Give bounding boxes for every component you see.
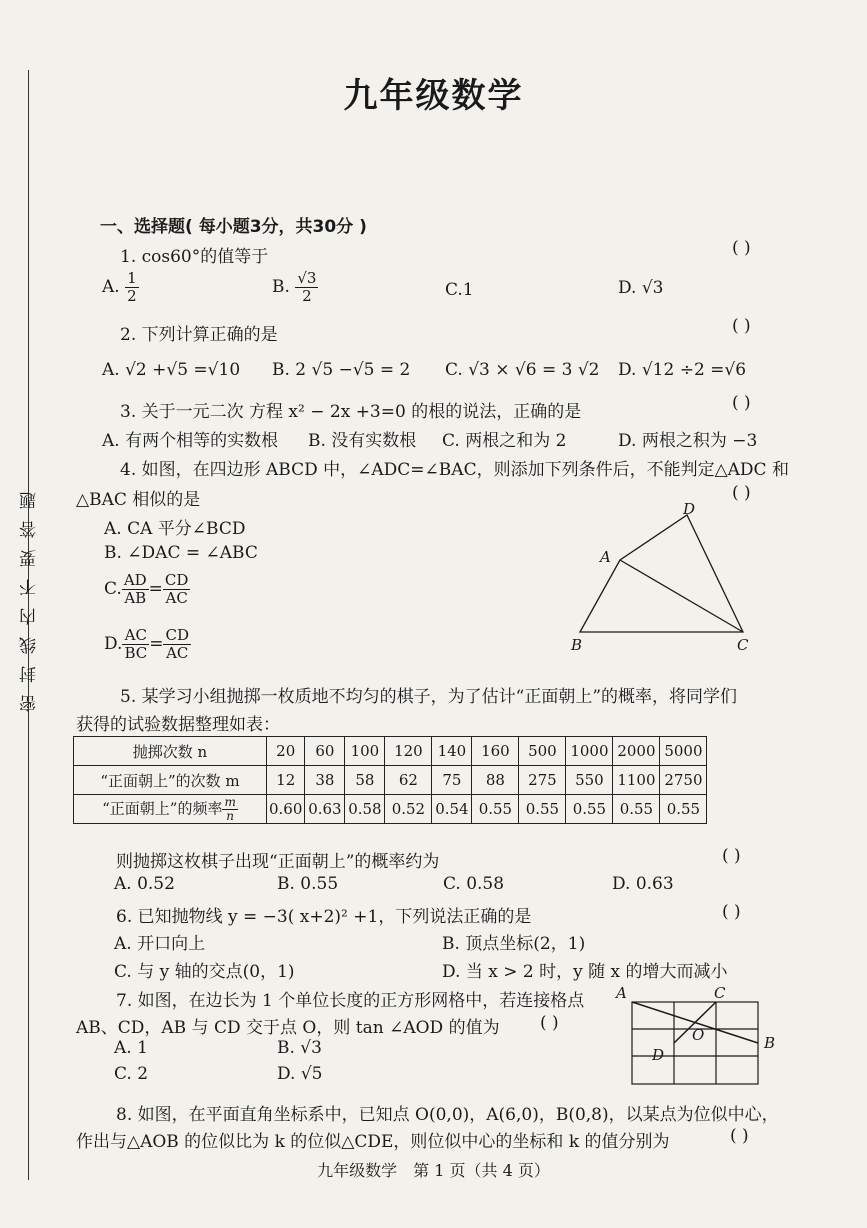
q5-stem-line3: 则抛掷这枚棋子出现“正面朝上”的概率约为 (116, 852, 440, 872)
margin-seal-text: 密封线内不要答题 (20, 480, 40, 712)
table-row: “正面朝上”的次数 m 12 38 58 62 75 88 275 550 1100 2750 (74, 766, 707, 795)
q6-stem: 6. 已知抛物线 y = −3( x+2)² +1，下列说法正确的是 (116, 907, 532, 927)
q7-label-o: O (692, 1026, 705, 1044)
q8-answer-paren: ( ) (730, 1126, 749, 1146)
q5-data-table (73, 736, 707, 824)
q8-stem-line1: 8. 如图，在平面直角坐标系中，已知点 O(0,0)，A(6,0)，B(0,8)，以某点为位似中心， (116, 1105, 779, 1125)
q7-option-b: B. √3 (277, 1038, 322, 1058)
table-row: 抛掷次数 n 20 60 100 120 140 160 500 1000 2000 5000 (74, 737, 707, 766)
row-header-frequency: “正面朝上”的频率 $\frac{m}{n}$ (74, 795, 267, 824)
q1-option-b: B. $\frac{√3}{2}$ (272, 269, 317, 305)
q4-option-c: C. $\frac{AD}{AB}$ = $\frac{CD}{AC}$ (104, 571, 189, 607)
q7-stem-line1: 7. 如图，在边长为 1 个单位长度的正方形网格中，若连接格点 (116, 991, 585, 1011)
q4-stem-line2: △BAC 相似的是 (76, 490, 201, 510)
row-header-n: 抛掷次数 n (74, 737, 267, 766)
q4-label-d: D (683, 500, 696, 518)
q7-option-d: D. √5 (277, 1064, 323, 1084)
q3-answer-paren: ( ) (732, 393, 751, 413)
q1-stem: 1. cos60°的值等于 (120, 247, 269, 267)
section-heading: 一、选择题( 每小题3分，共30分 ) (100, 217, 367, 237)
q4-label-a: A (600, 548, 611, 566)
q5-stem-line1: 5. 某学习小组抛掷一枚质地不均匀的棋子，为了估计“正面朝上”的概率，将同学们 (120, 687, 738, 707)
q2-option-c: C. √3 × √6 = 3 √2 (445, 360, 600, 380)
q1-answer-paren: ( ) (732, 238, 751, 258)
q4-label-c: C (737, 636, 749, 654)
q2-option-b: B. 2 √5 −√5 = 2 (272, 360, 411, 380)
q2-stem: 2. 下列计算正确的是 (120, 325, 278, 345)
q1-option-c: C.1 (445, 280, 474, 300)
q6-option-a: A. 开口向上 (114, 934, 206, 954)
q7-option-c: C. 2 (114, 1064, 149, 1084)
q6-option-d: D. 当 x > 2 时，y 随 x 的增大而减小 (442, 962, 728, 982)
q8-stem-line2: 作出与△AOB 的位似比为 k 的位似△CDE，则位似中心的坐标和 k 的值分别为 (76, 1132, 670, 1152)
q7-option-a: A. 1 (114, 1038, 148, 1058)
q3-option-c: C. 两根之和为 2 (442, 431, 567, 451)
q1-option-a: A. $\frac{1}{2}$ (102, 269, 137, 305)
q6-answer-paren: ( ) (722, 902, 741, 922)
q5-option-d: D. 0.63 (612, 874, 674, 894)
q5-answer-paren: ( ) (722, 846, 741, 866)
q1-option-d: D. √3 (618, 278, 664, 298)
q7-grid-figure (612, 984, 782, 1090)
q2-answer-paren: ( ) (732, 316, 751, 336)
q5-option-c: C. 0.58 (443, 874, 505, 894)
q6-option-c: C. 与 y 轴的交点(0，1) (114, 962, 295, 982)
q2-option-a: A. √2 +√5 =√10 (102, 360, 241, 380)
page-title: 九年级数学 (343, 76, 524, 116)
q7-label-d: D (652, 1046, 665, 1064)
page-footer: 九年级数学 第 1 页（共 4 页） (317, 1161, 550, 1180)
q7-stem-line2: AB、CD，AB 与 CD 交于点 O，则 tan ∠AOD 的值为 (76, 1018, 500, 1038)
q3-option-d: D. 两根之积为 −3 (618, 431, 758, 451)
q4-quadrilateral (580, 515, 743, 632)
q1-b-fraction: $\frac{√3}{2}$ (297, 269, 317, 305)
row-header-m: “正面朝上”的次数 m (74, 766, 267, 795)
q4-diagonal-ac (620, 560, 743, 632)
q4-label-b: B (571, 636, 583, 654)
q7-label-b: B (764, 1034, 776, 1052)
q4-option-b: B. ∠DAC = ∠ABC (104, 543, 258, 563)
q7-label-a: A (616, 984, 627, 1002)
q5-option-a: A. 0.52 (114, 874, 175, 894)
q4-option-a: A. CA 平分∠BCD (104, 519, 246, 539)
q4-stem-line1: 4. 如图，在四边形 ABCD 中，∠ADC=∠BAC，则添加下列条件后，不能判定△ADC 和 (120, 460, 789, 480)
table-row: “正面朝上”的频率 $\frac{m}{n}$ 0.60 0.63 0.58 0.52 0.54 0.55 0.55 0.55 0.55 0.55 (74, 795, 707, 824)
q4-option-d: D. $\frac{AC}{BC}$ = $\frac{CD}{AC}$ (104, 626, 189, 662)
q7-answer-paren: ( ) (540, 1013, 559, 1033)
q3-option-b: B. 没有实数根 (308, 431, 417, 451)
q4-quadrilateral-figure (565, 500, 765, 660)
q2-option-d: D. √12 ÷2 =√6 (618, 360, 747, 380)
q3-option-a: A. 有两个相等的实数根 (102, 431, 279, 451)
q1-a-fraction: $\frac{1}{2}$ (127, 269, 137, 305)
q5-option-b: B. 0.55 (277, 874, 339, 894)
q6-option-b: B. 顶点坐标(2，1) (442, 934, 586, 954)
q5-stem-line2: 获得的试验数据整理如表： (76, 715, 280, 735)
q3-stem: 3. 关于一元二次 方程 x² − 2x +3=0 的根的说法，正确的是 (120, 402, 582, 422)
q4-answer-paren: ( ) (732, 483, 751, 503)
q7-label-c: C (714, 984, 726, 1002)
